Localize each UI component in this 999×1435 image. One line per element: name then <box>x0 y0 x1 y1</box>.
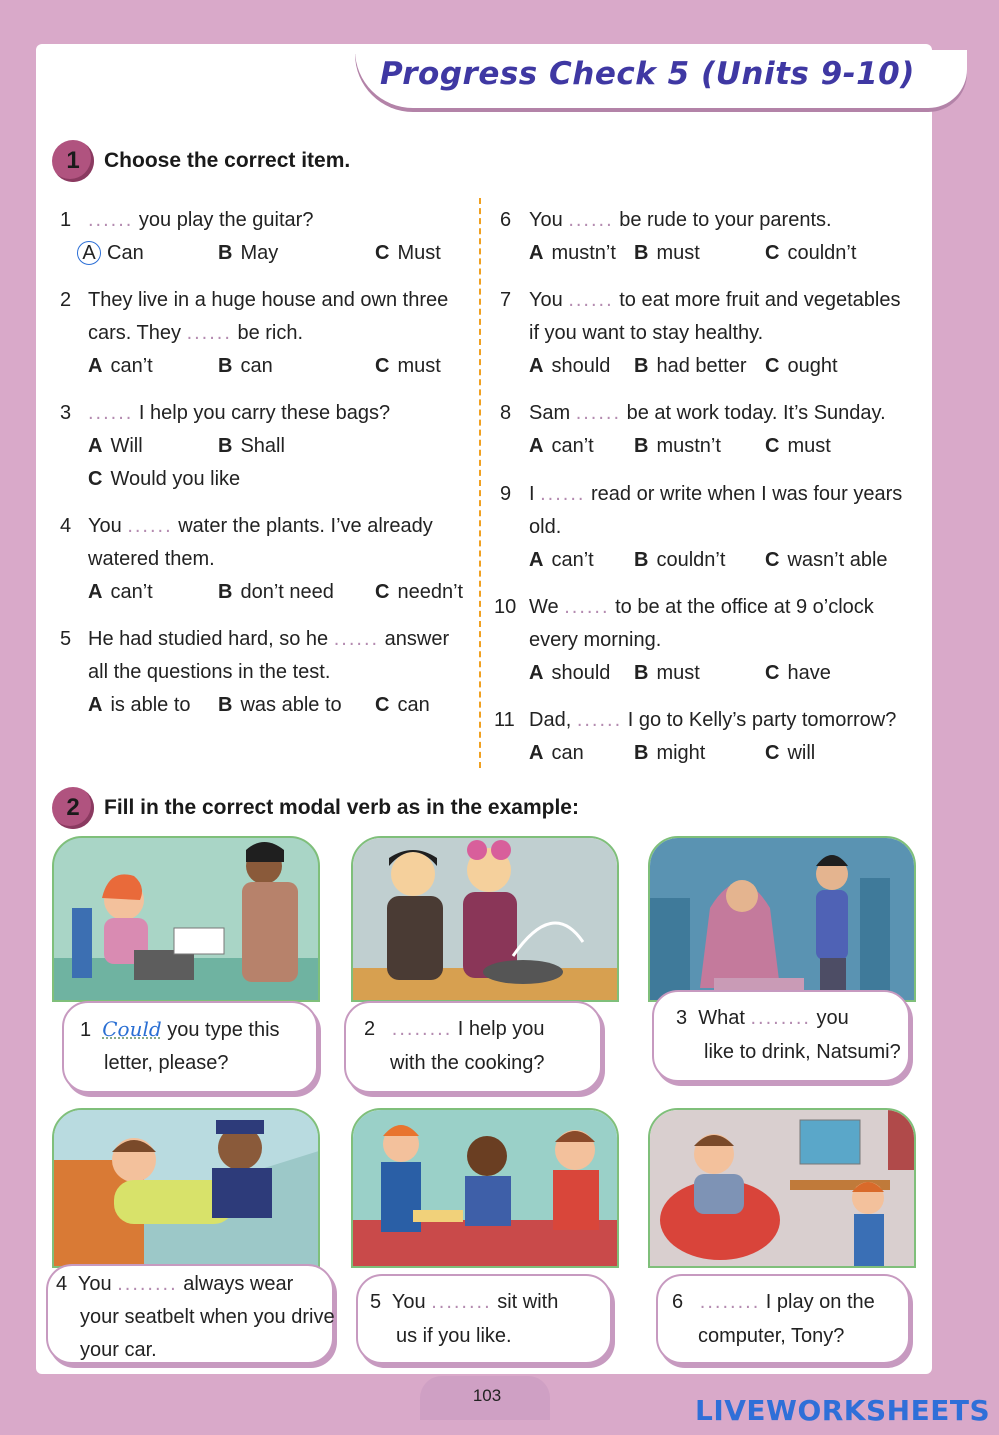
option-b[interactable]: B don’t need <box>218 581 334 603</box>
option-b[interactable]: B might <box>634 742 706 764</box>
question-4: 4 You ...... water the plants. I’ve already watered them. A can’t B don’t need C needn’t <box>60 510 475 610</box>
option-b[interactable]: B Shall <box>218 435 285 457</box>
answer-field[interactable]: Could <box>102 1017 162 1041</box>
option-b[interactable]: B couldn’t <box>634 549 726 571</box>
section-2-header <box>52 787 579 829</box>
question-1: 1 ...... you play the guitar? A Can B May C Must <box>60 204 475 274</box>
speech-bubble-5: 5 You ........ sit with us if you like. <box>356 1274 612 1364</box>
answer-field[interactable]: ........ <box>117 1273 178 1295</box>
section-number-badge: 2 <box>52 787 94 829</box>
illustration-office <box>52 836 320 1002</box>
illustration-car <box>52 1108 320 1268</box>
option-c[interactable]: C must <box>375 355 441 377</box>
option-c[interactable]: C wasn’t able <box>765 549 888 571</box>
brand-name: LIVEWORKSHEETS <box>695 1393 991 1427</box>
option-a[interactable]: A Will <box>88 435 143 457</box>
illustration-computer <box>648 1108 916 1268</box>
page-title: Progress Check 5 (Units 9-10) <box>380 56 915 92</box>
illustration-cafe <box>351 1108 619 1268</box>
option-c[interactable]: C needn’t <box>375 581 464 603</box>
option-a[interactable]: A can’t <box>88 581 153 603</box>
section-instruction: Fill in the correct modal verb as in the example: <box>104 796 579 819</box>
option-c[interactable]: C ought <box>765 355 838 377</box>
option-b[interactable]: B must <box>634 242 700 264</box>
answer-field[interactable]: ........ <box>750 1007 811 1029</box>
brand-logo <box>690 1392 990 1428</box>
speech-bubble-1: 1 Could you type this letter, please? <box>62 1001 318 1093</box>
page-number: 103 <box>472 1386 502 1405</box>
option-c[interactable]: C can <box>375 694 430 716</box>
answer-field[interactable]: ........ <box>431 1291 492 1313</box>
option-a[interactable]: A Can <box>80 237 144 270</box>
question-8: 8 Sam ...... be at work today. It’s Sunday. A can’t B mustn’t C must <box>500 397 920 467</box>
speech-bubble-2: 2 ........ I help you with the cooking? <box>344 1001 602 1093</box>
option-a[interactable]: A can’t <box>529 549 594 571</box>
option-a[interactable]: A should <box>529 662 611 684</box>
option-c[interactable]: C Must <box>375 242 441 264</box>
option-c[interactable]: C have <box>765 662 831 684</box>
question-3: 3 ...... I help you carry these bags? A Will B Shall C Would you like <box>60 397 475 497</box>
illustration-cooking <box>351 836 619 1002</box>
section-instruction: Choose the correct item. <box>104 149 351 172</box>
option-c[interactable]: C must <box>765 435 831 457</box>
option-b[interactable]: B had better <box>634 355 747 377</box>
answer-field[interactable]: ........ <box>391 1018 453 1040</box>
option-a[interactable]: A can’t <box>529 435 594 457</box>
liveworksheets-icon <box>690 1398 691 1422</box>
option-a[interactable]: A can’t <box>88 355 153 377</box>
speech-bubble-4: 4 You ........ always wear your seatbelt when you drive your car. <box>46 1264 334 1364</box>
section-1-header <box>52 140 350 182</box>
question-5: 5 He had studied hard, so he ...... answer all the questions in the test. A is able to B was able to C can <box>60 623 475 723</box>
option-b[interactable]: B was able to <box>218 694 342 716</box>
option-a[interactable]: A should <box>529 355 611 377</box>
question-9: 9 I ...... read or write when I was four years old. A can’t B couldn’t C wasn’t able <box>500 478 920 578</box>
question-11: 11 Dad, ...... I go to Kelly’s party tomorrow? A can B might C will <box>494 704 920 774</box>
option-c[interactable]: C will <box>765 742 816 764</box>
option-b[interactable]: B mustn’t <box>634 435 721 457</box>
column-divider <box>479 198 481 768</box>
speech-bubble-3: 3 What ........ you like to drink, Natsumi? <box>652 990 910 1082</box>
question-7: 7 You ...... to eat more fruit and vegetables if you want to stay healthy. A should B had better C ought <box>500 284 920 384</box>
section-number-badge: 1 <box>52 140 94 182</box>
option-a[interactable]: A can <box>529 742 584 764</box>
option-b[interactable]: B must <box>634 662 700 684</box>
option-a[interactable]: A is able to <box>88 694 191 716</box>
speech-bubble-6: 6 ........ I play on the computer, Tony? <box>656 1274 910 1364</box>
option-c[interactable]: C Would you like <box>88 468 241 490</box>
option-a[interactable]: A mustn’t <box>529 242 616 264</box>
option-b[interactable]: B can <box>218 355 273 377</box>
option-b[interactable]: B May <box>218 242 279 264</box>
question-6: 6 You ...... be rude to your parents. A mustn’t B must C couldn’t <box>500 204 920 274</box>
illustration-drink <box>648 836 916 1002</box>
question-2: 2 They live in a huge house and own three cars. They ...... be rich. A can’t B can C must <box>60 284 475 384</box>
question-10: 10 We ...... to be at the office at 9 o’clock every morning. A should B must C have <box>494 591 920 691</box>
option-c[interactable]: C couldn’t <box>765 242 857 264</box>
answer-field[interactable]: ........ <box>699 1291 761 1313</box>
